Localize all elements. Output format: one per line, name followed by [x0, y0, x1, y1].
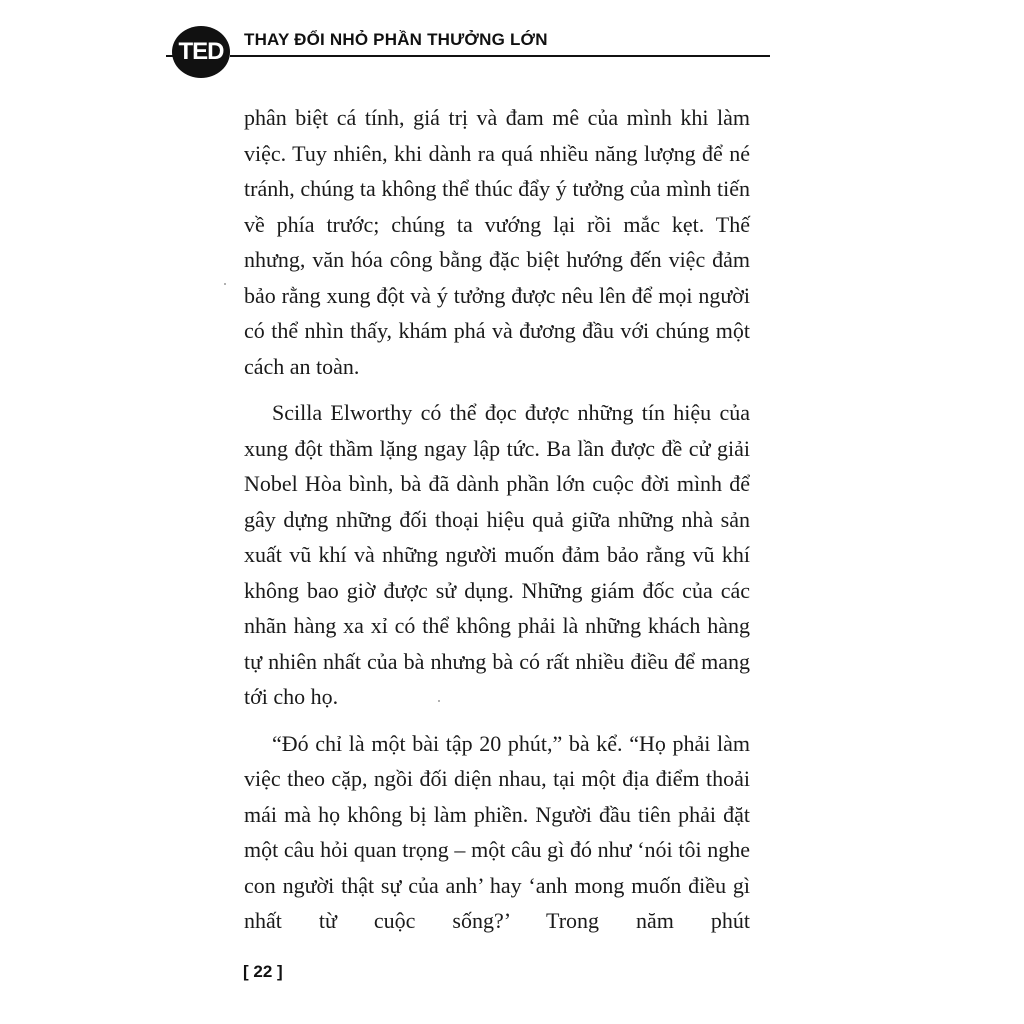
page-number: [ 22 ]	[243, 962, 283, 981]
page-header	[172, 26, 772, 80]
scan-speck	[438, 700, 440, 702]
ted-logo: TED	[172, 26, 230, 78]
body-text	[244, 100, 750, 950]
paragraph-3: “Đó chỉ là một bài tập 20 phút,” bà kể. “Họ phải làm việc theo cặp, ngồi đối diện nhau, tại một địa điểm thoải mái mà họ không bị làm phiền. Người đầu tiên phải đặt một câu hỏi quan trọng – một câu gì đó như ‘nói tôi nghe con người thật sự của anh’ hay ‘anh mong muốn điều gì nhất từ cuộc sống?’ Trong năm phút	[244, 730, 750, 933]
scan-speck	[224, 283, 226, 285]
header-rule	[230, 55, 770, 57]
paragraph-1: phân biệt cá tính, giá trị và đam mê của mình khi làm việc. Tuy nhiên, khi dành ra quá nhiều năng lượng để né tránh, chúng ta không thể thúc đẩy ý tưởng của mình tiến về phía trước; chúng ta vướng lại rồi mắc kẹt. Thế nhưng, văn hóa công bằng đặc biệt hướng đến việc đảm bảo rằng xung đột và ý tưởng được nêu lên để mọi người có thể nhìn thấy, khám phá và đương đầu với chúng một cách an toàn.	[244, 105, 750, 379]
running-title: THAY ĐỔI NHỎ PHẦN THƯỞNG LỚN	[244, 30, 548, 49]
paragraph-2: Scilla Elworthy có thể đọc được những tín hiệu của xung đột thầm lặng ngay lập tức. Ba lần được đề cử giải Nobel Hòa bình, bà đã dành phần lớn cuộc đời mình để gây dựng những đối thoại hiệu quả giữa những nhà sản xuất vũ khí và những người muốn đảm bảo rằng vũ khí không bao giờ được sử dụng. Những giám đốc của các nhãn hàng xa xỉ có thể không phải là những khách hàng tự nhiên nhất của bà nhưng bà có rất nhiều điều để mang tới cho họ.	[244, 400, 750, 709]
